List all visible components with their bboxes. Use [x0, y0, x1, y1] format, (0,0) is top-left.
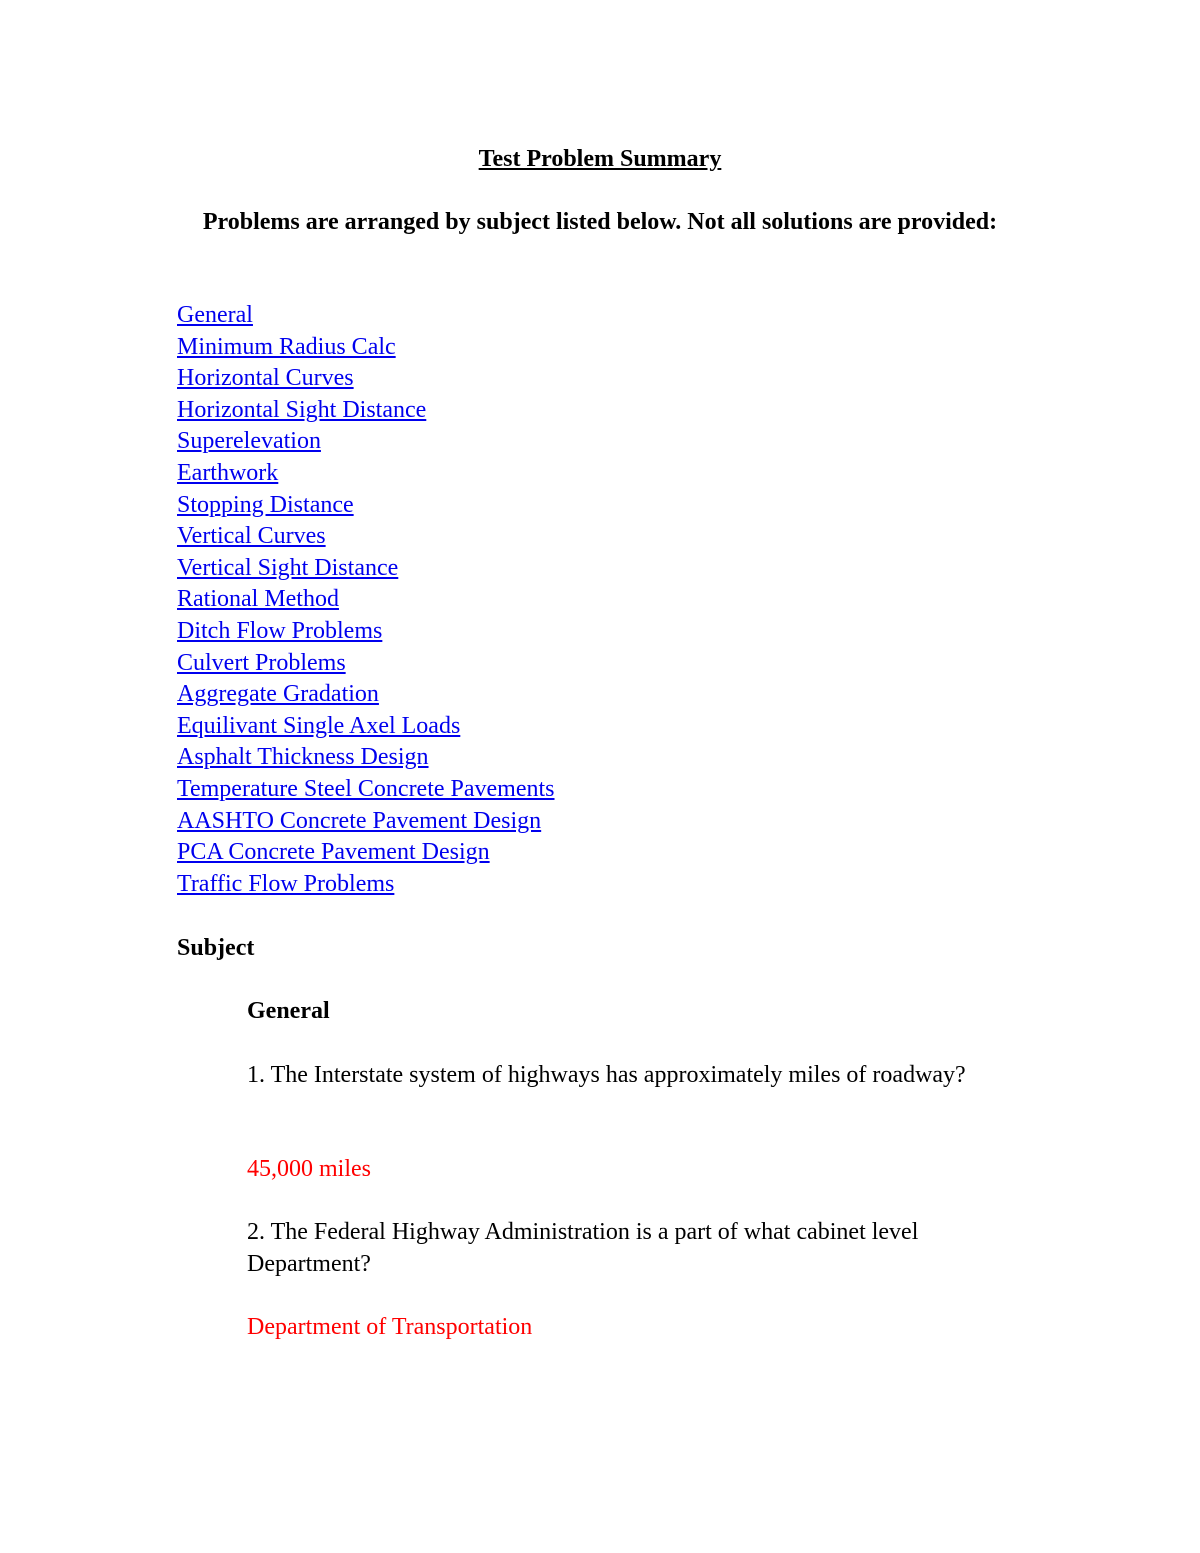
toc-link-vertical-curves[interactable]: Vertical Curves — [177, 523, 326, 550]
toc-link-temperature-steel-concrete-pavements[interactable]: Temperature Steel Concrete Pavements — [177, 775, 555, 802]
question-2: 2. The Federal Highway Administration is a part of what cabinet level Department? — [247, 1219, 919, 1277]
intro-text: Problems are arranged by subject listed below. Not all solutions are provided: — [202, 209, 998, 235]
toc-item — [177, 648, 555, 680]
toc-link-aashto-concrete-pavement-design[interactable]: AASHTO Concrete Pavement Design — [177, 807, 542, 834]
toc-link-asphalt-thickness-design[interactable]: Asphalt Thickness Design — [177, 744, 429, 771]
answer-2: Department of Transportation — [247, 1314, 533, 1340]
toc-item — [177, 458, 555, 490]
toc-link-traffic-flow-problems[interactable]: Traffic Flow Problems — [177, 870, 395, 897]
toc-item — [177, 806, 555, 838]
toc-item — [177, 837, 555, 869]
toc-link-equivalent-single-axle-loads[interactable]: Equilivant Single Axel Loads — [177, 712, 461, 739]
toc-link-horizontal-curves[interactable]: Horizontal Curves — [177, 365, 354, 392]
answer-1: 45,000 miles — [247, 1156, 371, 1182]
toc-item — [177, 742, 555, 774]
toc-link-stopping-distance[interactable]: Stopping Distance — [177, 491, 354, 518]
subject-heading: Subject — [177, 935, 255, 961]
toc-item — [177, 616, 555, 648]
toc-link-general[interactable]: General — [177, 302, 253, 328]
toc-item — [177, 869, 555, 901]
question-1: 1. The Interstate system of highways has approximately miles of roadway? — [247, 1062, 966, 1088]
toc-item — [177, 300, 555, 332]
toc-link-aggregate-gradation[interactable]: Aggregate Gradation — [177, 681, 379, 708]
toc-link-ditch-flow-problems[interactable]: Ditch Flow Problems — [177, 617, 383, 644]
document-title: Test Problem Summary — [478, 146, 722, 172]
toc-item — [177, 711, 555, 743]
toc-item — [177, 363, 555, 395]
toc-item — [177, 521, 555, 553]
table-of-contents — [177, 300, 555, 900]
toc-item — [177, 490, 555, 522]
toc-item — [177, 679, 555, 711]
toc-item — [177, 426, 555, 458]
toc-link-pca-concrete-pavement-design[interactable]: PCA Concrete Pavement Design — [177, 839, 490, 866]
toc-item — [177, 395, 555, 427]
toc-item — [177, 332, 555, 364]
toc-item — [177, 584, 555, 616]
toc-link-earthwork[interactable]: Earthwork — [177, 459, 279, 486]
section-title-general: General — [247, 998, 330, 1024]
toc-link-superelevation[interactable]: Superelevation — [177, 428, 321, 455]
toc-item — [177, 553, 555, 585]
toc-link-vertical-sight-distance[interactable]: Vertical Sight Distance — [177, 554, 399, 581]
toc-link-culvert-problems[interactable]: Culvert Problems — [177, 649, 346, 676]
toc-link-rational-method[interactable]: Rational Method — [177, 586, 339, 613]
toc-link-horizontal-sight-distance[interactable]: Horizontal Sight Distance — [177, 396, 427, 423]
toc-item — [177, 774, 555, 806]
toc-link-minimum-radius-calc[interactable]: Minimum Radius Calc — [177, 333, 396, 360]
